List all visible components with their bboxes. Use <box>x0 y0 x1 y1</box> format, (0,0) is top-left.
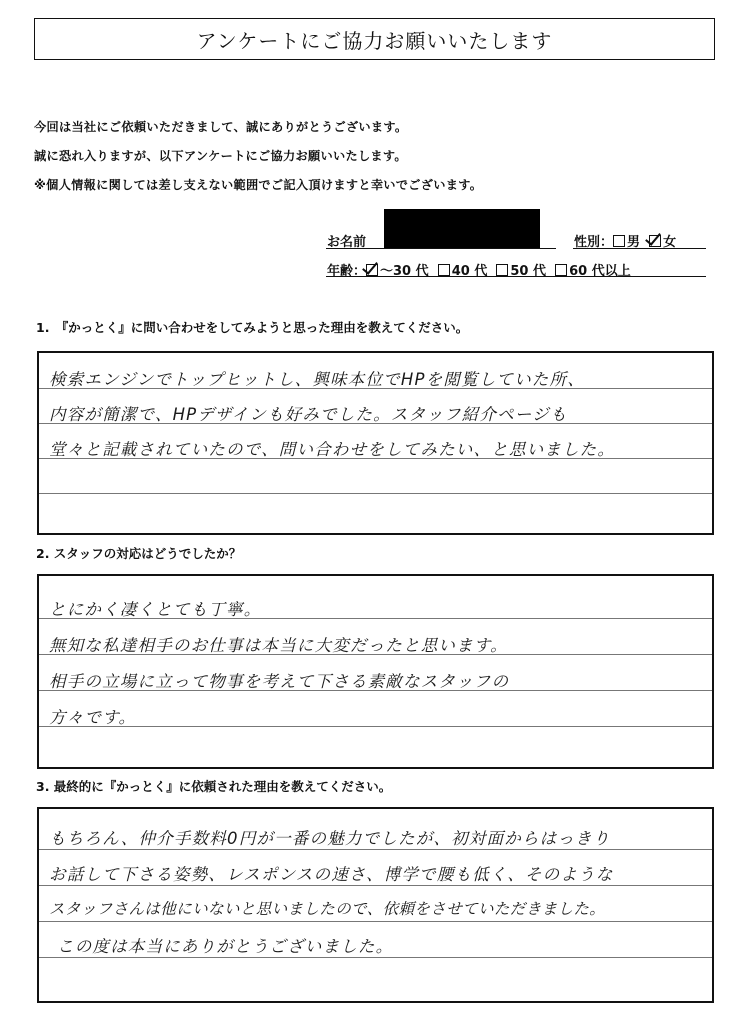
ruled-line <box>39 885 712 886</box>
age-label: 年齢： <box>327 264 367 279</box>
age-50s-label: 50 代 <box>510 264 547 279</box>
gender-male-label: 男 <box>627 235 641 250</box>
answer-2-line-2: 無知な私達相手のお仕事は本当に大変だったと思います。 <box>49 636 508 655</box>
ruled-line <box>39 849 712 850</box>
page-title: アンケートにご協力お願いいたします <box>196 28 553 53</box>
gender-female-label: 女 <box>663 235 677 250</box>
intro-line-1: 今回は当社にご依頼いただきまして、誠にありがとうございます。 <box>34 120 408 134</box>
checkbox-age-under30[interactable] <box>366 264 378 276</box>
age-40s-label: 40 代 <box>451 264 488 279</box>
ruled-line <box>39 957 712 958</box>
ruled-line <box>39 493 712 494</box>
name-label: お名前 <box>327 235 367 250</box>
question-2-label: 2. スタッフの対応はどうでしたか？ <box>36 546 242 561</box>
intro-line-2: 誠に恐れ入りますが、以下アンケートにご協力お願いいたします。 <box>34 149 407 163</box>
answer-3-line-4: この度は本当にありがとうございました。 <box>57 937 394 956</box>
answer-1-line-3: 堂々と記載されていたので、問い合わせをしてみたい、と思いました。 <box>49 440 616 459</box>
age-under30-label: 〜30 代 <box>380 264 429 279</box>
ruled-line <box>39 726 712 727</box>
checkbox-age-60plus[interactable] <box>555 264 567 276</box>
name-redaction <box>384 209 540 249</box>
title-box <box>34 18 715 60</box>
checkbox-male[interactable] <box>613 235 625 247</box>
age-60plus-label: 60 代以上 <box>569 264 631 279</box>
question-3-label: 3. 最終的に『かっとく』に依頼された理由を教えてください。 <box>36 779 392 794</box>
intro-line-3: ※個人情報に関しては差し支えない範囲でご記入頂けますと幸いでございます。 <box>34 178 483 192</box>
answer-box-3[interactable] <box>37 807 714 1003</box>
gender-label: 性別： <box>574 235 614 250</box>
answer-3-line-1: もちろん、仲介手数料0円が一番の魅力でしたが、初対面からはっきり <box>49 829 611 848</box>
answer-2-line-3: 相手の立場に立って物事を考えて下さる素敵なスタッフの <box>49 672 510 691</box>
answer-3-line-3: スタッフさんは他にいないと思いましたので、依頼をさせていただきました。 <box>49 900 606 918</box>
answer-2-line-1: とにかく凄くとても丁寧。 <box>49 600 262 619</box>
answer-box-1[interactable] <box>37 351 714 535</box>
answer-2-line-4: 方々です。 <box>49 708 137 727</box>
answer-1-line-1: 検索エンジンでトップヒットし、興味本位でHPを閲覧していた所、 <box>49 370 585 389</box>
answer-1-line-2: 内容が簡潔で、HPデザインも好みでした。スタッフ紹介ページも <box>49 405 568 424</box>
answer-3-line-2: お話して下さる姿勢、レスポンスの速さ、博学で腰も低く、そのような <box>49 865 614 884</box>
age-underline <box>326 276 706 277</box>
checkbox-age-40s[interactable] <box>438 264 450 276</box>
name-underline <box>326 248 556 249</box>
ruled-line <box>39 921 712 922</box>
checkbox-female[interactable] <box>649 235 661 247</box>
checkbox-age-50s[interactable] <box>496 264 508 276</box>
question-1-label: 1. 『かっとく』に問い合わせをしてみようと思った理由を教えてください。 <box>36 320 469 335</box>
gender-underline <box>573 248 706 249</box>
answer-box-2[interactable] <box>37 574 714 769</box>
